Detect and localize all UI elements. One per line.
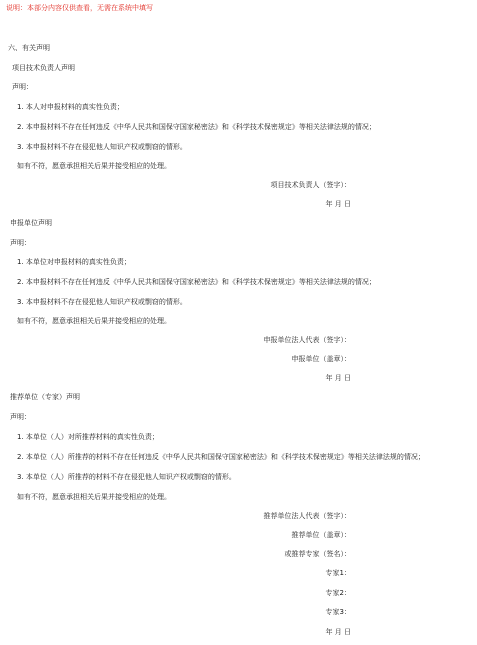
unit-item-2: 2. 本申报材料不存在任何违反《中华人民共和国保守国家秘密法》和《科学技术保密规定》等相关法律法规的情况； (17, 278, 376, 286)
leader-item-2: 2. 本申报材料不存在任何违反《中华人民共和国保守国家秘密法》和《科学技术保密规定》等相关法律法规的情况； (17, 123, 376, 131)
leader-heading: 项目技术负责人声明 (12, 64, 75, 72)
unit-heading: 申报单位声明 (10, 219, 52, 227)
unit-closing: 如有不符，愿意承担相关后果并接受相应的处理。 (17, 317, 171, 325)
leader-item-1: 1. 本人对申报材料的真实性负责； (17, 103, 124, 111)
system-note: 说明：本部分内容仅供查看，无需在系统中填写 (6, 4, 153, 12)
unit-declare-label: 声明： (10, 239, 31, 247)
recommender-item-1: 1. 本单位（人）对所推荐材料的真实性负责； (17, 433, 159, 441)
unit-rep-signature-line: 申报单位法人代表（签字）： (263, 336, 351, 344)
recommender-item-2: 2. 本单位（人）所推荐的材料不存在任何违反《中华人民共和国保守国家秘密法》和《科学技术保密规定》等相关法律法规的情况； (17, 453, 425, 461)
unit-item-1: 1. 本单位对申报材料的真实性负责； (17, 258, 131, 266)
expert-2-line: 专家2： (325, 589, 351, 597)
leader-signature-line: 项目技术负责人（签字）： (270, 181, 351, 189)
recommender-date-line: 年 月 日 (325, 628, 351, 636)
recommender-item-3: 3. 本单位（人）所推荐的材料不存在侵犯他人知识产权或剽窃的情形。 (17, 473, 236, 481)
recommender-declare-label: 声明： (10, 413, 31, 421)
recommender-seal-line: 推荐单位（盖章）： (291, 531, 351, 539)
section-title: 六、有关声明 (8, 44, 50, 52)
recommender-expert-signature-line: 或推荐专家（签名）： (284, 550, 351, 558)
recommender-heading: 推荐单位（专家）声明 (10, 393, 80, 401)
recommender-rep-signature-line: 推荐单位法人代表（签字）： (263, 512, 351, 520)
expert-1-line: 专家1： (325, 569, 351, 577)
leader-item-3: 3. 本申报材料不存在侵犯他人知识产权或剽窃的情形。 (17, 143, 187, 151)
expert-3-line: 专家3： (325, 608, 351, 616)
unit-date-line: 年 月 日 (325, 374, 351, 382)
leader-date-line: 年 月 日 (325, 200, 351, 208)
unit-seal-line: 申报单位（盖章）： (291, 355, 351, 363)
unit-item-3: 3. 本申报材料不存在侵犯他人知识产权或剽窃的情形。 (17, 298, 187, 306)
recommender-closing: 如有不符，愿意承担相关后果并接受相应的处理。 (17, 493, 171, 501)
leader-closing: 如有不符，愿意承担相关后果并接受相应的处理。 (17, 162, 171, 170)
leader-declare-label: 声明： (12, 83, 33, 91)
